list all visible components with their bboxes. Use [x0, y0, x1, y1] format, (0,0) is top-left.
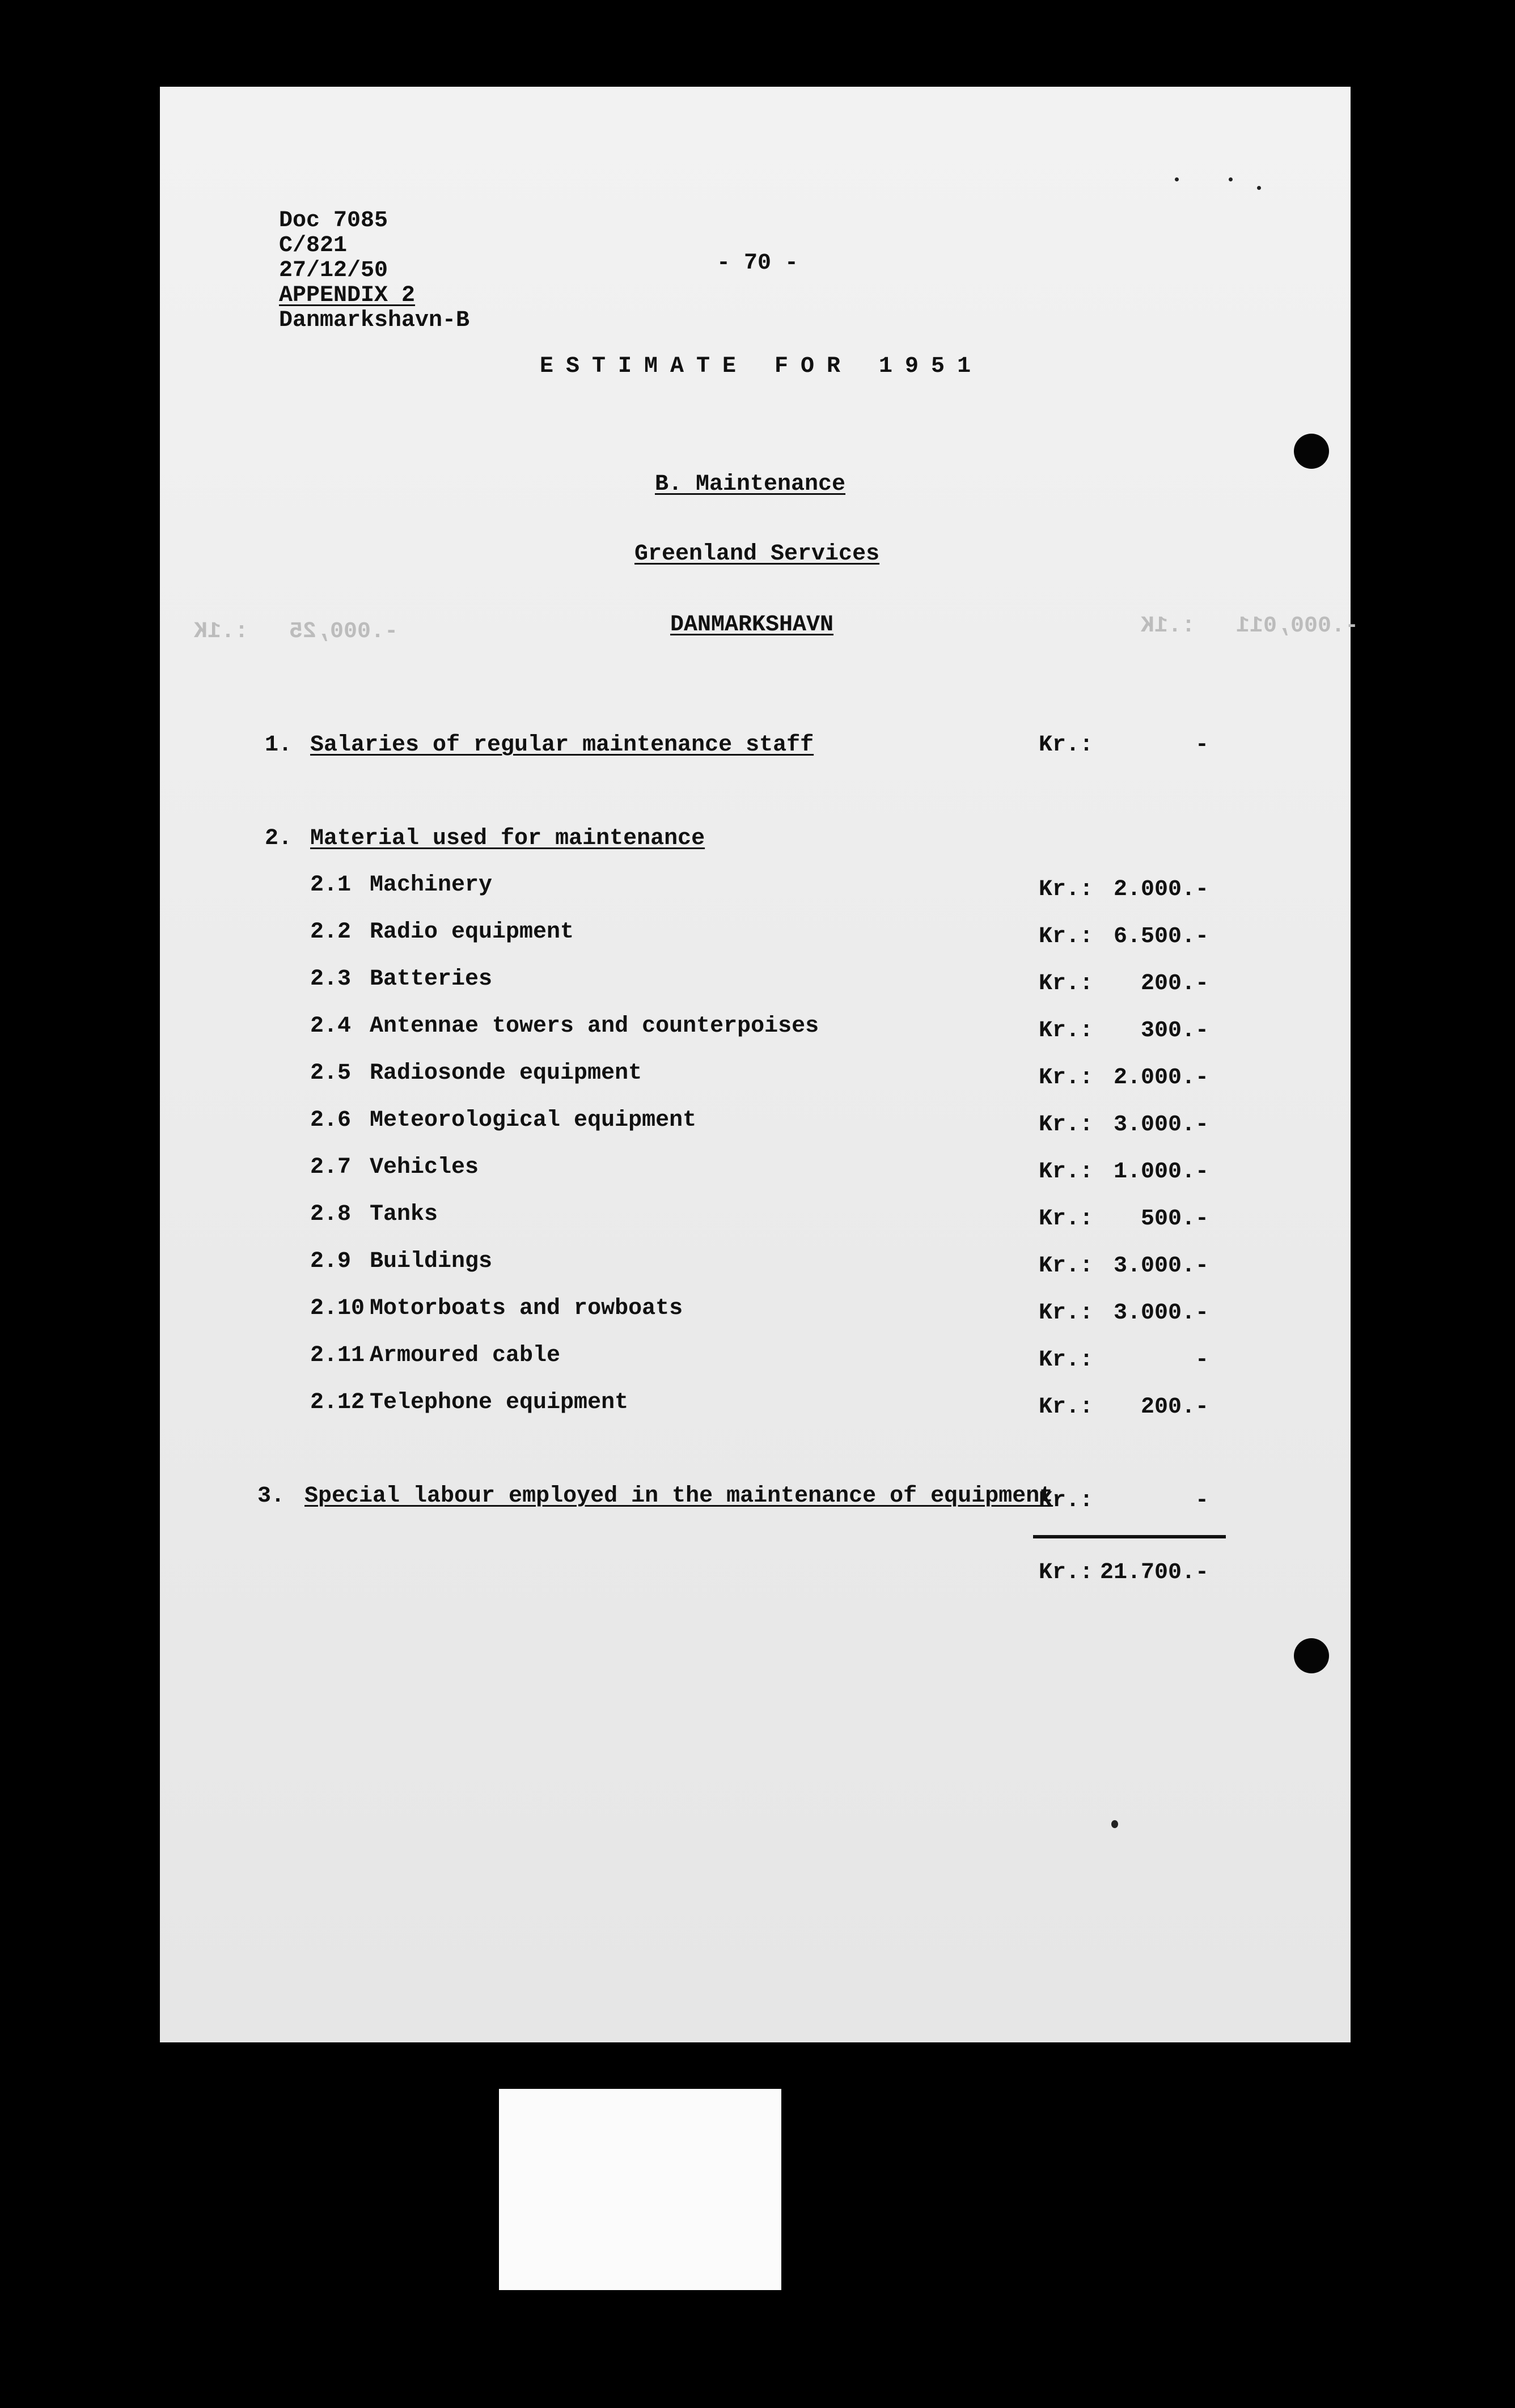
currency-label: Kr.:	[1039, 1159, 1094, 1185]
item-amount: -	[1195, 1488, 1209, 1514]
station-label: Danmarkshavn-B	[279, 308, 470, 333]
page-number: - 70 -	[717, 251, 799, 276]
total-amount: 21.700.-	[1099, 1560, 1209, 1585]
sub-item-label: Tanks	[370, 1202, 438, 1227]
sub-item-label: Vehicles	[370, 1155, 479, 1180]
currency-label: Kr.:	[1039, 732, 1094, 758]
document-page	[160, 87, 1359, 2042]
sub-item-label: Buildings	[370, 1249, 493, 1274]
punch-hole	[1294, 434, 1329, 469]
currency-label: Kr.:	[1039, 1112, 1094, 1138]
sub-item-label: Radiosonde equipment	[370, 1061, 642, 1086]
sub-item-amount: 2.000.-	[1113, 877, 1209, 902]
sub-item-amount: 200.-	[1140, 1394, 1209, 1420]
sub-item-amount: 3.000.-	[1113, 1253, 1209, 1279]
appendix-label: APPENDIX 2	[279, 283, 416, 308]
sub-item-label: Motorboats and rowboats	[370, 1296, 683, 1321]
bleed-through-text: -.000,25 :.1K	[194, 619, 399, 645]
sub-item-number: 2.7	[310, 1155, 352, 1180]
currency-label: Kr.:	[1039, 1300, 1094, 1326]
currency-label: Kr.:	[1039, 1488, 1094, 1514]
bleed-through-text: -.000,011 :.1K	[1141, 613, 1359, 639]
page-title: ESTIMATE FOR 1951	[540, 354, 984, 379]
currency-label: Kr.:	[1039, 1206, 1094, 1232]
sub-item-label: Meteorological equipment	[370, 1108, 697, 1133]
currency-label: Kr.:	[1039, 1253, 1094, 1279]
sub-item-number: 2.8	[310, 1202, 352, 1227]
item-amount: -	[1195, 732, 1209, 758]
sub-item-number: 2.9	[310, 1249, 352, 1274]
sub-item-amount: 500.-	[1140, 1206, 1209, 1232]
sub-item-label: Telephone equipment	[370, 1390, 629, 1415]
c-ref: C/821	[279, 233, 348, 258]
ink-speck	[1257, 186, 1261, 190]
sub-item-number: 2.3	[310, 966, 352, 992]
sub-item-number: 2.4	[310, 1014, 352, 1039]
section-heading: B. Maintenance	[655, 472, 846, 497]
doc-ref: Doc 7085	[279, 208, 388, 234]
sub-item-label: Radio equipment	[370, 919, 574, 945]
date: 27/12/50	[279, 258, 388, 283]
location-heading: DANMARKSHAVN	[670, 612, 834, 638]
sub-item-amount: 3.000.-	[1113, 1112, 1209, 1138]
currency-label: Kr.:	[1039, 924, 1094, 949]
sub-item-number: 2.5	[310, 1061, 352, 1086]
sub-item-number: 2.11	[310, 1343, 365, 1368]
sub-item-amount: 6.500.-	[1113, 924, 1209, 949]
sub-item-label: Machinery	[370, 872, 493, 898]
sub-item-number: 2.10	[310, 1296, 365, 1321]
currency-label: Kr.:	[1039, 1065, 1094, 1091]
ink-speck	[1111, 1820, 1118, 1828]
sub-item-number: 2.2	[310, 919, 352, 945]
sub-item-amount: 300.-	[1140, 1018, 1209, 1044]
item-number: 2.	[265, 826, 293, 851]
sub-item-label: Armoured cable	[370, 1343, 561, 1368]
service-heading: Greenland Services	[634, 541, 880, 567]
sub-item-amount: 3.000.-	[1113, 1300, 1209, 1326]
item-number: 1.	[265, 732, 293, 758]
currency-label: Kr.:	[1039, 971, 1094, 997]
sub-item-amount: 200.-	[1140, 971, 1209, 997]
currency-label: Kr.:	[1039, 1394, 1094, 1420]
currency-label: Kr.:	[1039, 1347, 1094, 1373]
ink-speck	[1229, 177, 1233, 181]
item-label: Material used for maintenance	[310, 826, 705, 851]
currency-label: Kr.:	[1039, 1018, 1094, 1044]
archive-label-card	[499, 2089, 781, 2290]
item-label: Special labour employed in the maintenance of equipment	[304, 1483, 1053, 1509]
punch-hole	[1294, 1638, 1329, 1673]
sub-item-amount: 2.000.-	[1113, 1065, 1209, 1091]
sub-item-amount: -	[1195, 1347, 1209, 1373]
sub-item-number: 2.12	[310, 1390, 365, 1415]
total-rule	[1033, 1535, 1226, 1538]
item-number: 3.	[257, 1483, 285, 1509]
total-currency: Kr.:	[1039, 1560, 1094, 1585]
ink-speck	[1175, 177, 1179, 181]
sub-item-number: 2.6	[310, 1108, 352, 1133]
sub-item-number: 2.1	[310, 872, 352, 898]
currency-label: Kr.:	[1039, 877, 1094, 902]
sub-item-amount: 1.000.-	[1113, 1159, 1209, 1185]
sub-item-label: Batteries	[370, 966, 493, 992]
sub-item-label: Antennae towers and counterpoises	[370, 1014, 819, 1039]
item-label: Salaries of regular maintenance staff	[310, 732, 814, 758]
